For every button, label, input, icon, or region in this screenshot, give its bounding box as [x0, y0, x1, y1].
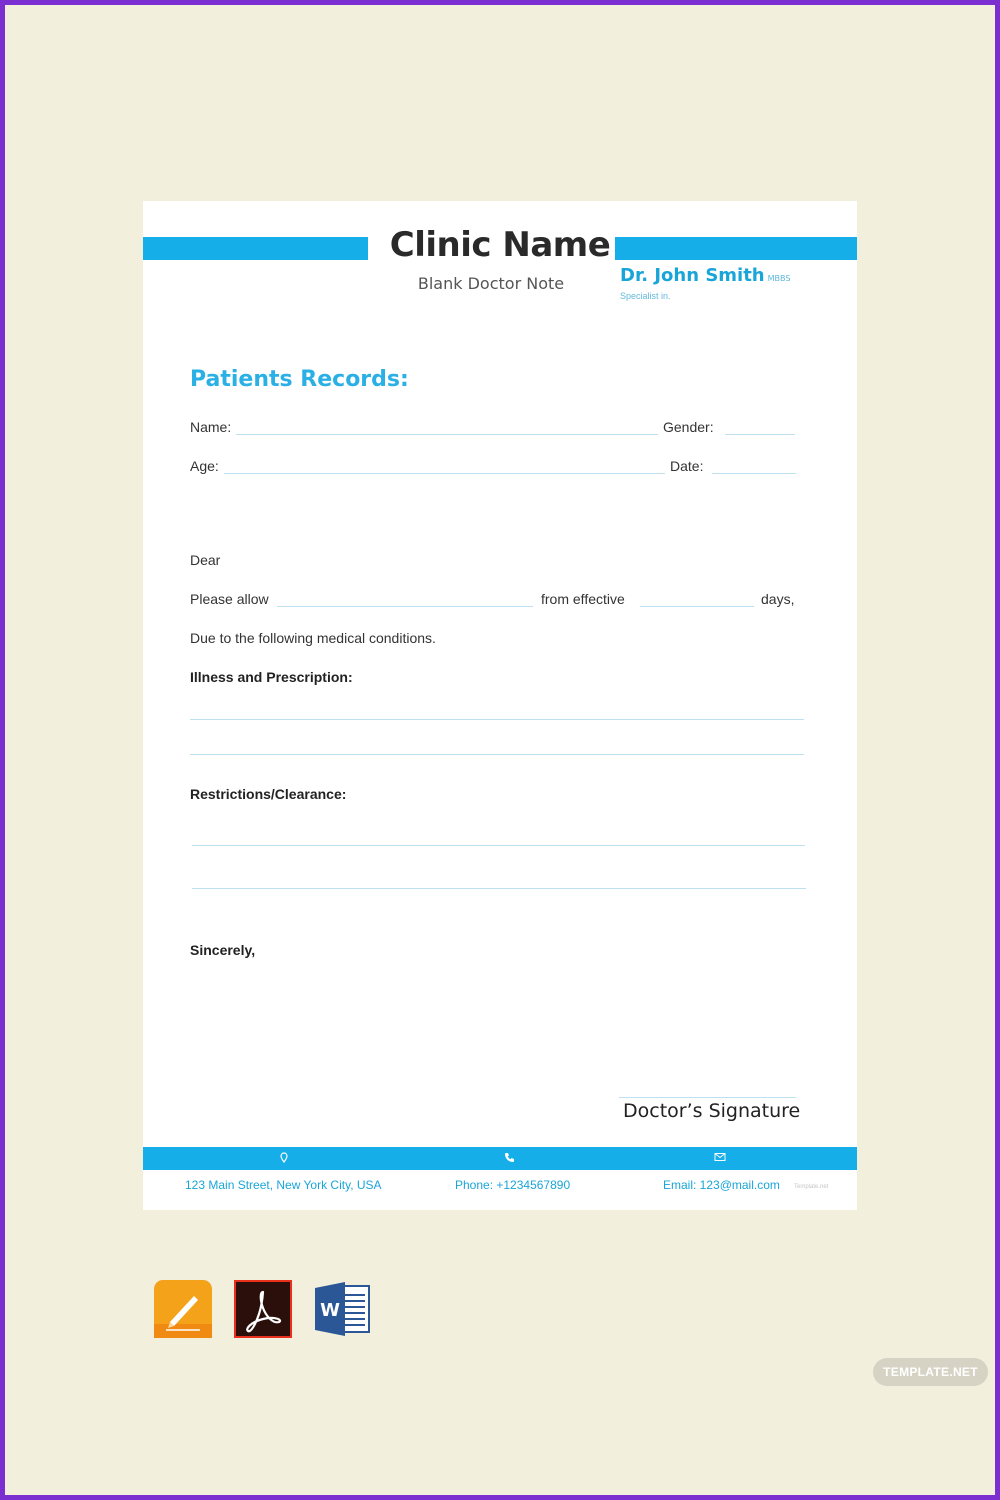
adobe-acrobat-icon[interactable] — [234, 1280, 292, 1338]
closing-text: Sincerely, — [190, 942, 256, 958]
document-subtitle: Blank Doctor Note — [417, 274, 565, 293]
word-icon[interactable] — [313, 1280, 371, 1338]
footer-phone: Phone: +1234567890 — [455, 1178, 571, 1192]
age-label: Age: — [190, 458, 219, 474]
pages-icon[interactable] — [154, 1280, 212, 1338]
email-icon — [713, 1152, 727, 1166]
doctor-note-document — [143, 201, 857, 1210]
footer-email: Email: 123@mail.com — [663, 1178, 780, 1192]
doctor-degree: MBBS — [767, 274, 791, 283]
gender-label: Gender: — [663, 419, 714, 435]
doctor-name-text: Dr. John Smith — [620, 265, 765, 286]
illness-line-2[interactable] — [190, 754, 804, 755]
location-pin-icon — [277, 1152, 291, 1166]
conditions-text: Due to the following medical conditions. — [190, 630, 436, 646]
phone-icon — [502, 1152, 516, 1166]
illness-line-1[interactable] — [190, 719, 804, 720]
doctor-specialty: Specialist in. — [620, 291, 671, 301]
doctor-name — [620, 265, 790, 286]
footer-address: 123 Main Street, New York City, USA — [185, 1178, 382, 1192]
patients-records-heading: Patients Records: — [190, 367, 409, 392]
restrictions-heading: Restrictions/Clearance: — [190, 786, 347, 802]
date-label: Date: — [670, 458, 704, 474]
svg-text:W: W — [320, 1300, 340, 1321]
age-field-line[interactable] — [224, 473, 665, 474]
salutation: Dear — [190, 552, 221, 568]
gender-field-line[interactable] — [725, 434, 795, 435]
illness-heading: Illness and Prescription: — [190, 669, 353, 685]
restrictions-line-2[interactable] — [192, 888, 806, 889]
name-field-line[interactable] — [236, 434, 658, 435]
from-effective-text: from effective — [541, 591, 625, 607]
template-net-watermark: TEMPLATE.NET — [873, 1358, 988, 1386]
signature-label: Doctor’s Signature — [623, 1100, 801, 1122]
name-label: Name: — [190, 419, 232, 435]
days-text: days, — [761, 591, 795, 607]
date-field-line[interactable] — [712, 473, 796, 474]
signature-line[interactable] — [619, 1097, 796, 1098]
clinic-name: Clinic Name — [389, 225, 611, 265]
footer-bar — [143, 1147, 857, 1170]
restrictions-line-1[interactable] — [192, 845, 805, 846]
effective-field-line[interactable] — [640, 606, 754, 607]
please-allow-text: Please allow — [190, 591, 269, 607]
footer-fineprint: Template.net — [794, 1184, 829, 1190]
allow-field-line[interactable] — [277, 606, 533, 607]
